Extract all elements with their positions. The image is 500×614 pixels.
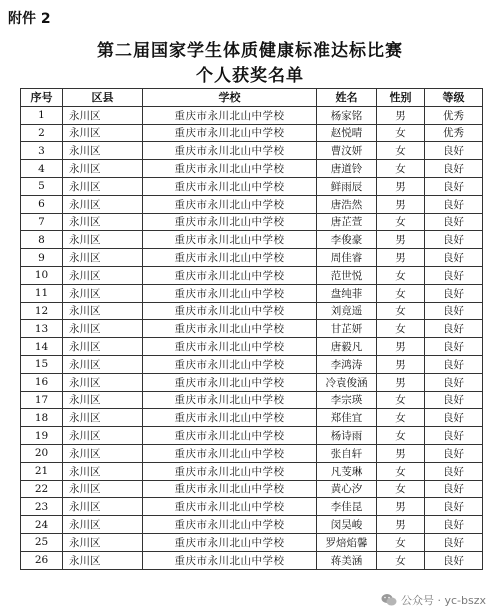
cell-district: 永川区 [63, 177, 143, 195]
cell-name: 唐道铃 [317, 160, 377, 178]
cell-index: 11 [21, 284, 63, 302]
table-row [21, 213, 483, 231]
cell-grade: 良好 [425, 142, 483, 160]
cell-grade: 良好 [425, 444, 483, 462]
cell-grade: 良好 [425, 231, 483, 249]
cell-grade: 良好 [425, 355, 483, 373]
cell-name: 凡芰琳 [317, 462, 377, 480]
cell-name: 盘纯菲 [317, 284, 377, 302]
table-row [21, 533, 483, 551]
column-header-school: 学校 [143, 89, 317, 107]
table-row [21, 391, 483, 409]
cell-index: 13 [21, 320, 63, 338]
cell-name: 蒋美涵 [317, 551, 377, 569]
cell-district: 永川区 [63, 124, 143, 142]
cell-school: 重庆市永川北山中学校 [143, 355, 317, 373]
table-row [21, 302, 483, 320]
cell-school: 重庆市永川北山中学校 [143, 551, 317, 569]
cell-district: 永川区 [63, 462, 143, 480]
cell-index: 4 [21, 160, 63, 178]
cell-grade: 良好 [425, 302, 483, 320]
cell-district: 永川区 [63, 409, 143, 427]
attachment-label: 附件 2 [8, 11, 51, 27]
table-row [21, 444, 483, 462]
table-row [21, 266, 483, 284]
cell-index: 6 [21, 195, 63, 213]
cell-school: 重庆市永川北山中学校 [143, 516, 317, 534]
cell-school: 重庆市永川北山中学校 [143, 498, 317, 516]
cell-district: 永川区 [63, 106, 143, 124]
wechat-icon [381, 593, 397, 607]
cell-index: 15 [21, 355, 63, 373]
document-title: 第二届国家学生体质健康标准达标比赛 [97, 41, 403, 61]
cell-gender: 女 [377, 409, 425, 427]
cell-gender: 男 [377, 195, 425, 213]
cell-school: 重庆市永川北山中学校 [143, 195, 317, 213]
cell-index: 21 [21, 462, 63, 480]
column-header-gender: 性别 [377, 89, 425, 107]
cell-school: 重庆市永川北山中学校 [143, 338, 317, 356]
cell-district: 永川区 [63, 355, 143, 373]
cell-grade: 良好 [425, 213, 483, 231]
column-header-name: 姓名 [317, 89, 377, 107]
cell-school: 重庆市永川北山中学校 [143, 124, 317, 142]
cell-school: 重庆市永川北山中学校 [143, 284, 317, 302]
cell-district: 永川区 [63, 338, 143, 356]
cell-name: 唐毅凡 [317, 338, 377, 356]
cell-name: 唐芷萱 [317, 213, 377, 231]
cell-name: 黄心汐 [317, 480, 377, 498]
cell-index: 26 [21, 551, 63, 569]
cell-gender: 女 [377, 213, 425, 231]
cell-name: 甘芷妍 [317, 320, 377, 338]
cell-name: 罗焙焰馨 [317, 533, 377, 551]
cell-gender: 女 [377, 160, 425, 178]
cell-name: 李佳昆 [317, 498, 377, 516]
cell-school: 重庆市永川北山中学校 [143, 249, 317, 267]
table-row [21, 498, 483, 516]
cell-index: 18 [21, 409, 63, 427]
cell-index: 24 [21, 516, 63, 534]
cell-gender: 男 [377, 106, 425, 124]
table-row [21, 409, 483, 427]
cell-grade: 良好 [425, 373, 483, 391]
cell-index: 16 [21, 373, 63, 391]
watermark-text: 公众号 · yc-bszx [400, 594, 486, 607]
cell-district: 永川区 [63, 391, 143, 409]
table-row [21, 231, 483, 249]
cell-grade: 良好 [425, 249, 483, 267]
cell-grade: 良好 [425, 320, 483, 338]
cell-school: 重庆市永川北山中学校 [143, 462, 317, 480]
cell-grade: 良好 [425, 516, 483, 534]
cell-school: 重庆市永川北山中学校 [143, 391, 317, 409]
cell-district: 永川区 [63, 373, 143, 391]
cell-index: 7 [21, 213, 63, 231]
cell-district: 永川区 [63, 249, 143, 267]
cell-index: 5 [21, 177, 63, 195]
cell-gender: 女 [377, 284, 425, 302]
cell-gender: 男 [377, 177, 425, 195]
cell-index: 19 [21, 427, 63, 445]
cell-grade: 良好 [425, 409, 483, 427]
cell-school: 重庆市永川北山中学校 [143, 320, 317, 338]
cell-grade: 良好 [425, 266, 483, 284]
cell-school: 重庆市永川北山中学校 [143, 427, 317, 445]
table-row [21, 195, 483, 213]
table-row [21, 142, 483, 160]
table-row [21, 124, 483, 142]
award-table [20, 88, 483, 570]
cell-gender: 男 [377, 249, 425, 267]
cell-district: 永川区 [63, 427, 143, 445]
cell-school: 重庆市永川北山中学校 [143, 480, 317, 498]
cell-district: 永川区 [63, 142, 143, 160]
cell-district: 永川区 [63, 266, 143, 284]
cell-grade: 良好 [425, 195, 483, 213]
cell-district: 永川区 [63, 480, 143, 498]
cell-index: 9 [21, 249, 63, 267]
table-row [21, 338, 483, 356]
cell-grade: 良好 [425, 284, 483, 302]
cell-school: 重庆市永川北山中学校 [143, 409, 317, 427]
cell-gender: 女 [377, 320, 425, 338]
cell-index: 23 [21, 498, 63, 516]
cell-grade: 良好 [425, 391, 483, 409]
cell-grade: 良好 [425, 498, 483, 516]
table-header-row [21, 89, 483, 107]
cell-gender: 女 [377, 391, 425, 409]
cell-school: 重庆市永川北山中学校 [143, 444, 317, 462]
cell-school: 重庆市永川北山中学校 [143, 106, 317, 124]
cell-gender: 女 [377, 124, 425, 142]
cell-index: 8 [21, 231, 63, 249]
cell-gender: 女 [377, 427, 425, 445]
cell-name: 杨家铭 [317, 106, 377, 124]
watermark [381, 592, 486, 608]
cell-name: 张自轩 [317, 444, 377, 462]
cell-index: 22 [21, 480, 63, 498]
table-row [21, 516, 483, 534]
cell-name: 李俊豪 [317, 231, 377, 249]
table-row [21, 462, 483, 480]
cell-index: 10 [21, 266, 63, 284]
cell-gender: 男 [377, 231, 425, 249]
cell-name: 范世悦 [317, 266, 377, 284]
cell-gender: 女 [377, 266, 425, 284]
cell-name: 刘竟遥 [317, 302, 377, 320]
table-row [21, 320, 483, 338]
cell-name: 郑佳宜 [317, 409, 377, 427]
cell-index: 20 [21, 444, 63, 462]
cell-gender: 男 [377, 516, 425, 534]
cell-district: 永川区 [63, 320, 143, 338]
cell-gender: 女 [377, 302, 425, 320]
cell-school: 重庆市永川北山中学校 [143, 177, 317, 195]
cell-name: 唐浩然 [317, 195, 377, 213]
cell-gender: 女 [377, 480, 425, 498]
cell-gender: 男 [377, 498, 425, 516]
cell-name: 鲜雨辰 [317, 177, 377, 195]
table-row [21, 551, 483, 569]
cell-index: 14 [21, 338, 63, 356]
cell-name: 闵昊峻 [317, 516, 377, 534]
cell-district: 永川区 [63, 533, 143, 551]
cell-grade: 优秀 [425, 106, 483, 124]
cell-name: 杨诗雨 [317, 427, 377, 445]
cell-name: 冷袁俊涵 [317, 373, 377, 391]
cell-gender: 女 [377, 533, 425, 551]
cell-name: 曹汶妍 [317, 142, 377, 160]
table-row [21, 480, 483, 498]
cell-school: 重庆市永川北山中学校 [143, 231, 317, 249]
cell-gender: 男 [377, 355, 425, 373]
cell-grade: 良好 [425, 338, 483, 356]
cell-district: 永川区 [63, 302, 143, 320]
cell-district: 永川区 [63, 213, 143, 231]
cell-name: 赵悦晴 [317, 124, 377, 142]
cell-grade: 良好 [425, 160, 483, 178]
document-subtitle: 个人获奖名单 [196, 66, 304, 86]
cell-gender: 男 [377, 373, 425, 391]
cell-index: 25 [21, 533, 63, 551]
cell-school: 重庆市永川北山中学校 [143, 266, 317, 284]
cell-grade: 良好 [425, 533, 483, 551]
cell-school: 重庆市永川北山中学校 [143, 213, 317, 231]
cell-name: 李宗瑛 [317, 391, 377, 409]
cell-grade: 良好 [425, 177, 483, 195]
cell-school: 重庆市永川北山中学校 [143, 160, 317, 178]
cell-district: 永川区 [63, 551, 143, 569]
cell-school: 重庆市永川北山中学校 [143, 373, 317, 391]
cell-district: 永川区 [63, 444, 143, 462]
cell-district: 永川区 [63, 498, 143, 516]
cell-index: 3 [21, 142, 63, 160]
cell-gender: 女 [377, 551, 425, 569]
cell-grade: 良好 [425, 427, 483, 445]
cell-grade: 良好 [425, 480, 483, 498]
cell-grade: 良好 [425, 462, 483, 480]
cell-gender: 男 [377, 338, 425, 356]
cell-school: 重庆市永川北山中学校 [143, 142, 317, 160]
column-header-district: 区县 [63, 89, 143, 107]
cell-district: 永川区 [63, 231, 143, 249]
cell-index: 17 [21, 391, 63, 409]
cell-name: 李鸿涛 [317, 355, 377, 373]
table-row [21, 284, 483, 302]
cell-gender: 女 [377, 142, 425, 160]
table-row [21, 249, 483, 267]
cell-gender: 男 [377, 444, 425, 462]
cell-grade: 优秀 [425, 124, 483, 142]
table-row [21, 177, 483, 195]
cell-district: 永川区 [63, 160, 143, 178]
cell-district: 永川区 [63, 195, 143, 213]
cell-district: 永川区 [63, 516, 143, 534]
column-header-index: 序号 [21, 89, 63, 107]
column-header-grade: 等级 [425, 89, 483, 107]
table-row [21, 373, 483, 391]
cell-grade: 良好 [425, 551, 483, 569]
table-row [21, 355, 483, 373]
cell-index: 1 [21, 106, 63, 124]
table-row [21, 106, 483, 124]
table-row [21, 427, 483, 445]
cell-district: 永川区 [63, 284, 143, 302]
cell-school: 重庆市永川北山中学校 [143, 302, 317, 320]
cell-name: 周佳睿 [317, 249, 377, 267]
cell-school: 重庆市永川北山中学校 [143, 533, 317, 551]
table-row [21, 160, 483, 178]
cell-index: 12 [21, 302, 63, 320]
cell-gender: 女 [377, 462, 425, 480]
cell-index: 2 [21, 124, 63, 142]
